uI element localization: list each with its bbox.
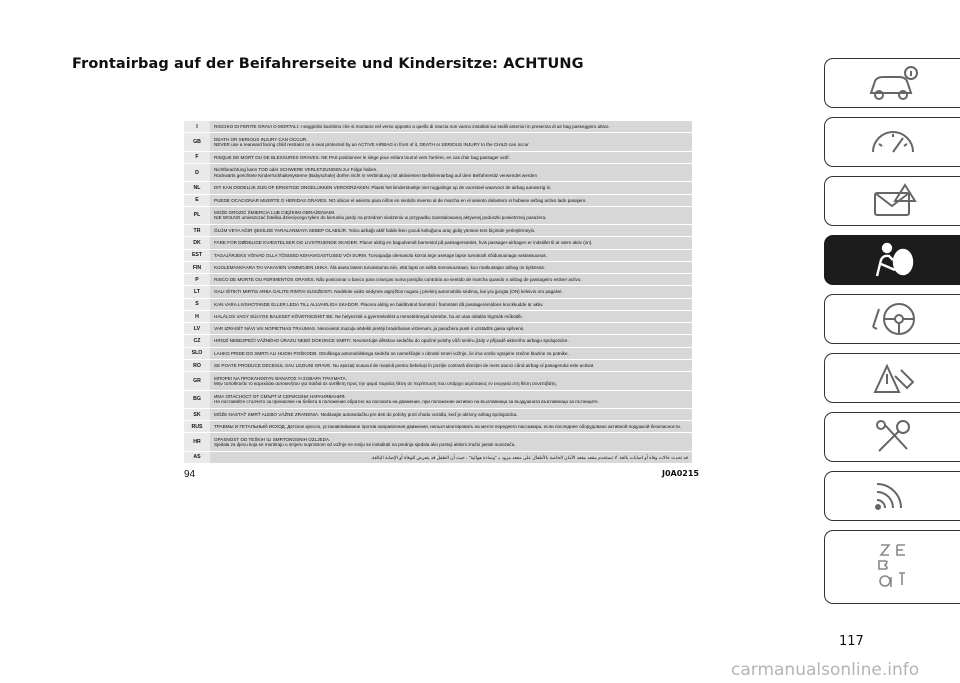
warning-row <box>184 311 692 323</box>
warning-row <box>184 274 692 286</box>
warning-row <box>184 182 692 194</box>
warning-text: ИМА ОПАСНОСТ ОТ СМЪРТ И СЕРИОЗНИ НАРАНЯВАНИЯ. Не поставяйте столчето за пренасяне на бебета в положение обратно на посоката на движение, при положение активно на възглавница за въздушната възглавница за пътниците. <box>210 391 692 408</box>
warning-text: Nichtbeachtung kann TOD oder SCHWERE VERLETZUNGEN zur Folge haben. Rückwärts gerichtete Kinderrückhaltesysteme (Babyschale) dürfen nicht in Verbindung mit aktiviertem Beifahrerairbag auf dem Beifahrersitz verwendet werden <box>210 164 692 181</box>
warning-row <box>184 323 692 335</box>
warning-row <box>184 164 692 182</box>
warning-text: RISCHIO DI FERITE GRAVI O MORTALI: I seggiolini bambino che si montano nel verso opposto a quello di marcia non vanno installati sui sedili anteriori in presenza di air bag passeggero attivo. <box>210 121 692 132</box>
language-code: S <box>195 301 199 308</box>
warning-text: GALI IŠTIKTI MIRTIS ARBA GALITE RIMTAI SUSIŽEISTI. Nedėkite vaiko sėdynės atgręžtos nugara į priekinį automobilio sėdimą, kai yra įjungta (ON) keleivio oro pagalvė. <box>210 286 692 297</box>
language-code: GB <box>193 138 201 145</box>
airbag-person-icon <box>865 240 921 280</box>
warning-row <box>184 335 692 347</box>
tab-dashboard[interactable] <box>824 117 960 167</box>
car-info-icon <box>865 63 921 103</box>
warning-text: MÔŽE NASTAŤ SMRŤ ALEBO VÁŽNE ZRANENIA. Nedávajte autosedačku pre deti do polohy proti chodu vozidla, keď je aktívny airbag spolujazdca. <box>210 409 692 420</box>
warning-text: KUOLEMANVAARA TAI VAKAVIEN VAMMOJEN UHKA. Älä aseta lasten turvaistuinta niin, että lapsi on selkä menosuuntaan, kun matkustajan airbag on kytkössä. <box>210 262 692 273</box>
airbag-warning-label-figure <box>184 121 692 464</box>
warning-text: MOŻE GROZIĆ ŚMIERCIA LUB CIĘŻKIMI OBRAŻENIAMI. NIE WOLNO umieszczać fotelika dziecięcego tyłem do kierunku jazdy na przednim siedzeniu w przypadku zainstalowanej aktywnej poduszki powietrznej pasażera. <box>210 207 692 224</box>
language-code: D <box>195 169 199 176</box>
warning-text: HROZÍ NEBEZPEČÍ VÁŽNÉHO ÚRAZU NEBO DOKONCE SMRTI. Neumisťujte dětskou sedačku do opačné polohy vůči směru jízdy v případě aktivního airbagu spolujezdce. <box>210 335 692 346</box>
language-code: FIN <box>192 264 202 271</box>
warning-text: قد تحدث حالات وفاة أو اصابات بالغة. لا تستخدم مقعد مقعد الأمان الخاصة بالأطفال على مقعد مزود بـ "وسادة هوائية" ، حيث أن الطفل قد يتعرض للوفاة أو الإصابة البالغة. <box>210 452 692 463</box>
tab-index[interactable] <box>824 530 960 604</box>
page-number: 117 <box>839 634 864 649</box>
warning-text: OPASNOST OD TEŠKIH ILI SMRTONOSNIH OZLJEDA. Sjedala za djecu koja se montiraju u smjeru suprotnom od vožnje ne smiju se instalirati na prednja sjedala ako postoji aktivni zračni jastuk suvozača. <box>210 433 692 450</box>
warning-row <box>184 452 692 464</box>
roadside-warning-icon <box>865 358 921 398</box>
warning-row <box>184 250 692 262</box>
tab-starting-driving[interactable] <box>824 294 960 344</box>
language-code: LT <box>194 289 200 295</box>
warning-row <box>184 121 692 133</box>
warning-text: RISCO DE MORTE OU FERIMENTOS GRAVES. Não posicionar o banco para crianças numa posição contrária ao sentido de marcha quando o airbag de passageiro estiver activo. <box>210 274 692 285</box>
language-code: I <box>196 123 198 130</box>
warning-text: HALÁLOS VAGY SÚLYOS BALESET KÖVETKEZHET BE. Ne helyezzük a gyermekülést a menetiránnyal szembe, ha az utas oldalán légzsák működik. <box>210 311 692 322</box>
language-code: P <box>195 276 199 283</box>
warning-row <box>184 299 692 311</box>
warning-text: KAN VARA LIVSHOTANDE ELLER LEDA TILL ALLVARLIGA SKADOR. Placera aldrig en bakåtvänd barnstol i framsätet då passagerarsidans krockkudde är aktiv. <box>210 299 692 310</box>
tab-multimedia[interactable] <box>824 471 960 521</box>
warning-text: SE POATE PRODUCE DECESUL SAU LEZIUNI GRAVE. Nu așezați scaunul de mașină pentru bebeluși în poziție contrară direcției de mers atunci când airbag-ul pasagerului este activat. <box>210 360 692 371</box>
warning-text: DEATH OR SERIOUS INJURY CAN OCCUR. NEVER use a rearward facing child restraint on a seat protected by an ACTIVE AIRBAG in front of it, DEATH or SERIOUS INJURY to the CHILD can occur <box>210 133 692 150</box>
language-code: F <box>195 154 199 161</box>
warning-text: ТРАВМЫ И ГЕТАЛЬНЫЙ ИСХОД. Детское кресло, устанавливаемое против направления движения, нельзя монтировать на месте переднего пассажира, если последнее оборудовано активной подушкой безопасности. <box>210 421 692 432</box>
steering-wheel-icon <box>865 299 921 339</box>
figure-page-label: 94 <box>184 469 196 480</box>
warning-row <box>184 372 692 390</box>
language-code: CZ <box>193 338 201 344</box>
warning-text: DIT KAN DODELIJK ZIJN OF ERNSTIGE ONGELUKKEN VEROORZAKEN. Plaats het kinderstoeltje niet ruggelings op de voorstoel waarvoor de airbag aanwezig is. <box>210 182 692 193</box>
warning-row <box>184 237 692 249</box>
page-title: Frontairbag auf der Beifahrerseite und Kindersitze: ACHTUNG <box>72 56 584 72</box>
warning-text: PUEDE OCACIONAR MUERTE O HERIDAS GRAVES. NO ubicar el asiento para niños en sentido inverso al de marcha en el asiento delantero si hubiese airbag activo lado pasajero. <box>210 195 692 206</box>
language-code: SLO <box>191 350 203 357</box>
language-code: HR <box>193 439 201 446</box>
warning-row <box>184 195 692 207</box>
warning-text: RISQUE DE MORT OU DE BLESSURES GRAVES. NE PAS positionner le siège pour enfant tourné vers l'arrière, en cas d'air bag passager actif. <box>210 152 692 163</box>
tab-safety[interactable] <box>824 235 960 285</box>
speedometer-icon <box>865 122 921 162</box>
service-tools-icon <box>865 417 921 457</box>
warning-text: LAHKO PRIDE DO SMRTI ALI HUDIH POŠKODB. Otroškega avtomobilskega sedeža ne nameščajte v obratni smeri vožnje, če ima vozilo vgrajene zračne blazine za potnike. <box>210 348 692 359</box>
tab-car-info[interactable] <box>824 58 960 108</box>
language-code: BG <box>193 396 201 403</box>
watermark: carmanualsonline.info <box>731 660 920 680</box>
warning-envelope-icon <box>865 181 921 221</box>
language-code: DK <box>193 240 201 246</box>
warning-text: TAGAJÄRJEKS VÕIVAD OLLA TÕSISED KEHAVIGASTUSED VÕI SURM. Turvapadja olemasolu korral ärge asetage lapse turvatoolt sõidusuunaga vastassuunas. <box>210 250 692 261</box>
tab-safety-warnings[interactable] <box>824 176 960 226</box>
language-code: H <box>195 313 199 320</box>
warning-text: ÖLÜM VEYA AĞIR ŞEKİLDE YARALANMAYA SEBEP OLABİLİR. Yolcu airbağı aktif halde iken çocuk koltuğunu araç gidiş yönüne ters biçimde yerleştirmeyin. <box>210 225 692 236</box>
language-code: LV <box>193 325 201 332</box>
language-code: NL <box>193 184 201 191</box>
multimedia-icon <box>865 476 921 516</box>
warning-row <box>184 421 692 433</box>
warning-row <box>184 262 692 274</box>
warning-row <box>184 433 692 451</box>
warning-text: ΜΠΟΡΕΙ ΝΑ ΠΡΟΚΛΗΘΟΥΝ ΘΑΝΑΤΟΣ Ή ΣΟΒΑΡΑ ΤΡΑΥΜΑΤΑ. Μην τοποθετείτε το καρεκλάκι αυτοκινήτου για παιδιά σε αντίθετη προς την φορά πορείας θέση σε περίπτωση που υπάρχει αερόσακος εν ενεργεία στη θέση συνεπιβάτη. <box>210 372 692 389</box>
figure-code: J0A0215 <box>662 469 699 478</box>
warning-row <box>184 152 692 164</box>
language-code: SK <box>193 411 201 418</box>
language-code: RUS <box>191 423 203 430</box>
language-code: GR <box>193 377 201 384</box>
tab-servicing[interactable] <box>824 412 960 462</box>
warning-row <box>184 133 692 151</box>
language-code: RO <box>193 362 201 369</box>
language-code: TR <box>193 227 201 234</box>
warning-row <box>184 391 692 409</box>
warning-row <box>184 409 692 421</box>
warning-text: FARE FOR DØDELIGE KVÆSTELSER OG LIVSTRUENDE SKADER. Placer aldrig en bagudvendt barnestol på passagersædet, hvis passager-airbagen er indstillet til at være aktiv (on). <box>210 237 692 248</box>
warning-text: VAR IZRAISĪT NĀVI VAI NOPIETNAS TRAUMAS. Nenovietot mazuļa sēdekli pretēji braukšanas virzienam, ja pasažiera pusē ir uzstādīts gaisa spilvens. <box>210 323 692 334</box>
language-code: AS <box>193 454 201 461</box>
warning-row <box>184 207 692 225</box>
warning-row <box>184 286 692 298</box>
alphabetical-index-icon <box>865 538 921 596</box>
warning-row <box>184 225 692 237</box>
tab-emergency[interactable] <box>824 353 960 403</box>
language-code: PL <box>193 212 201 219</box>
warning-row <box>184 348 692 360</box>
language-code: E <box>195 197 199 204</box>
warning-row <box>184 360 692 372</box>
language-code: EST <box>191 252 203 259</box>
